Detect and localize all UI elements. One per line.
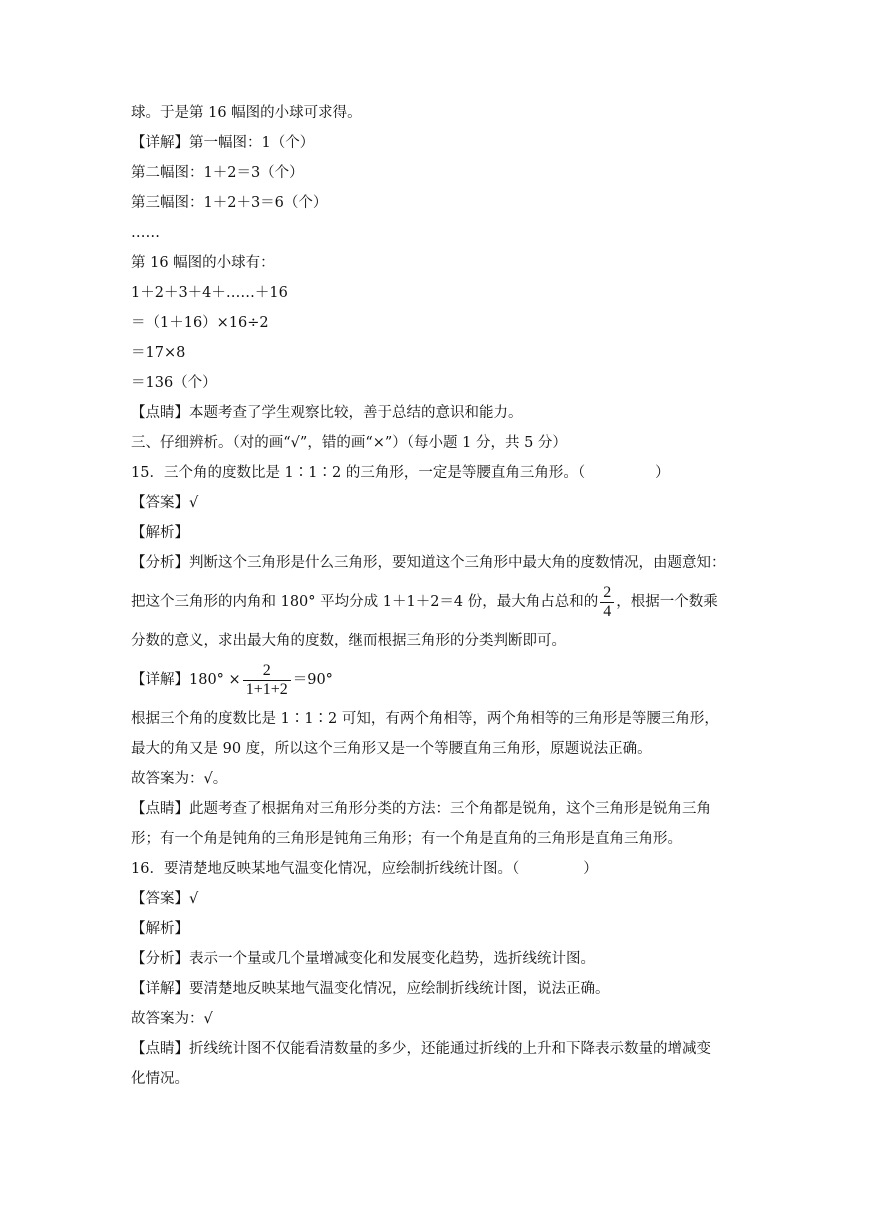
analysis-line: 【分析】判断这个三角形是什么三角形，要知道这个三角形中最大角的度数情况，由题意知： xyxy=(131,555,726,571)
comment-line: 【点睛】此题考查了根据角对三角形分类的方法：三个角都是锐角，这个三角形是锐角三角 xyxy=(131,801,711,817)
analysis-line-fraction xyxy=(131,578,741,626)
text-line: 【详解】第一幅图：1（个） xyxy=(131,135,315,151)
question-paren-close: ） xyxy=(655,465,670,481)
analysis-text: 把这个三角形的内角和 180° 平均分成 1＋1＋2＝4 份，最大角占总和的 xyxy=(131,594,599,610)
fraction-numerator: 2 xyxy=(262,661,271,679)
fraction-denominator: 4 xyxy=(600,602,614,621)
analysis-line: 分数的意义，求出最大角的度数，继而根据三角形的分类判断即可。 xyxy=(131,633,566,649)
fraction xyxy=(600,584,614,621)
question-text: 15．三个角的度数比是 1∶1∶2 的三角形，一定是等腰直角三角形。（ xyxy=(131,465,586,481)
text-line: 【点睛】本题考查了学生观察比较，善于总结的意识和能力。 xyxy=(131,405,523,421)
detail-text: ＝90° xyxy=(292,672,333,688)
fraction xyxy=(243,662,291,699)
text-line: …… xyxy=(131,225,160,241)
comment-line: 【点睛】折线统计图不仅能看清数量的多少，还能通过折线的上升和下降表示数量的增减变 xyxy=(131,1041,711,1057)
text-line: ＝136（个） xyxy=(131,375,217,391)
comment-line: 化情况。 xyxy=(131,1071,189,1087)
question-15 xyxy=(131,458,741,488)
jiexi-heading: 【解析】 xyxy=(131,525,189,541)
text-line: 根据三个角的度数比是 1∶1∶2 可知，有两个角相等，两个角相等的三角形是等腰三角形， xyxy=(131,711,719,727)
analysis-line: 【分析】表示一个量或几个量增减变化和发展变化趋势，选折线统计图。 xyxy=(131,951,595,967)
text-line: ＝17×8 xyxy=(131,345,186,361)
text-line: 第三幅图：1＋2＋3＝6（个） xyxy=(131,195,328,211)
text-line: 故答案为：√。 xyxy=(131,771,228,787)
detail-line-fraction xyxy=(131,656,741,704)
fraction-denominator: 1+1+2 xyxy=(243,680,291,699)
text-line: 第 16 幅图的小球有： xyxy=(131,255,275,271)
jiexi-heading: 【解析】 xyxy=(131,921,189,937)
detail-line: 【详解】要清楚地反映某地气温变化情况，应绘制折线统计图，说法正确。 xyxy=(131,981,610,997)
answer-line: 【答案】√ xyxy=(131,891,199,907)
comment-line: 形；有一个角是钝角的三角形是钝角三角形；有一个角是直角的三角形是直角三角形。 xyxy=(131,831,682,847)
fraction-numerator: 2 xyxy=(603,583,612,601)
text-line: 球。于是第 16 幅图的小球可求得。 xyxy=(131,105,362,121)
section-heading: 三、仔细辨析。（对的画“√”，错的画“×”）（每小题 1 分，共 5 分） xyxy=(131,435,567,451)
text-line: 故答案为：√ xyxy=(131,1011,213,1027)
question-16 xyxy=(131,854,741,884)
text-line: 最大的角又是 90 度，所以这个三角形又是一个等腰直角三角形，原题说法正确。 xyxy=(131,741,652,757)
text-line: 第二幅图：1＋2＝3（个） xyxy=(131,165,304,181)
detail-text: 【详解】180° × xyxy=(131,672,241,688)
answer-line: 【答案】√ xyxy=(131,495,199,511)
analysis-text: ，根据一个数乘 xyxy=(616,594,718,610)
document-page xyxy=(131,98,741,1094)
text-line: ＝（1＋16）×16÷2 xyxy=(131,315,269,331)
text-line: 1＋2＋3＋4＋……＋16 xyxy=(131,285,288,301)
question-paren-close: ） xyxy=(583,861,598,877)
question-text: 16．要清楚地反映某地气温变化情况，应绘制折线统计图。（ xyxy=(131,861,520,877)
